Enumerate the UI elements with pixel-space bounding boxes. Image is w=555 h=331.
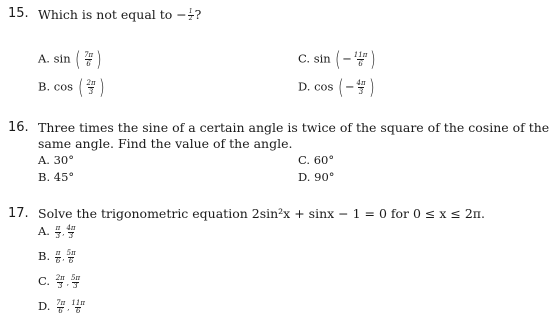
q17-number: 17. — [8, 206, 29, 221]
q15-question: Which is not equal to — [38, 7, 173, 22]
q16-line1: Three times the sine of a certain angle is twice of the square of the cosine of the — [38, 120, 550, 135]
q15-fraction: $\frac{1}{2}$ — [188, 8, 193, 22]
q17-option-d[interactable]: D. $\frac{7\pi}{6}$ , $\frac{11\pi}{6}$ — [38, 298, 85, 315]
q16-option-d[interactable]: D. 90° — [298, 170, 335, 184]
q17-option-c[interactable]: C. $\frac{2\pi}{3}$ , $\frac{5\pi}{3}$ — [38, 273, 81, 290]
q16-number: 16. — [8, 120, 29, 135]
q15-option-a[interactable]: A. sin ( $\frac{7\pi}{6}$ ) — [38, 47, 102, 71]
q15-option-d[interactable]: D. cos (− $\frac{4\pi}{3}$ ) — [298, 75, 375, 99]
q15-text — [38, 7, 201, 22]
q15-option-c[interactable]: C. sin (− $\frac{11\pi}{6}$ ) — [298, 47, 376, 71]
q17-text: Solve the trigonometric equation 2sin²x + sinx − 1 = 0 for 0 ≤ x ≤ 2π. — [38, 206, 485, 221]
q16-option-b[interactable]: B. 45° — [38, 170, 75, 184]
q16-option-a[interactable]: A. 30° — [38, 153, 74, 167]
q15-option-b[interactable]: B. cos ( $\frac{2\pi}{3}$ ) — [38, 75, 105, 99]
q16-option-c[interactable]: C. 60° — [298, 153, 335, 167]
q15-number: 15. — [8, 6, 29, 21]
q17-option-b[interactable]: B. $\frac{\pi}{6}$ , $\frac{5\pi}{6}$ — [38, 248, 76, 265]
q15-minus: − — [176, 7, 187, 22]
q17-option-a[interactable]: A. $\frac{\pi}{3}$ , $\frac{4\pi}{3}$ — [38, 223, 76, 240]
q15-qmark: ? — [194, 7, 202, 22]
q16-line2: same angle. Find the value of the angle. — [38, 136, 293, 151]
